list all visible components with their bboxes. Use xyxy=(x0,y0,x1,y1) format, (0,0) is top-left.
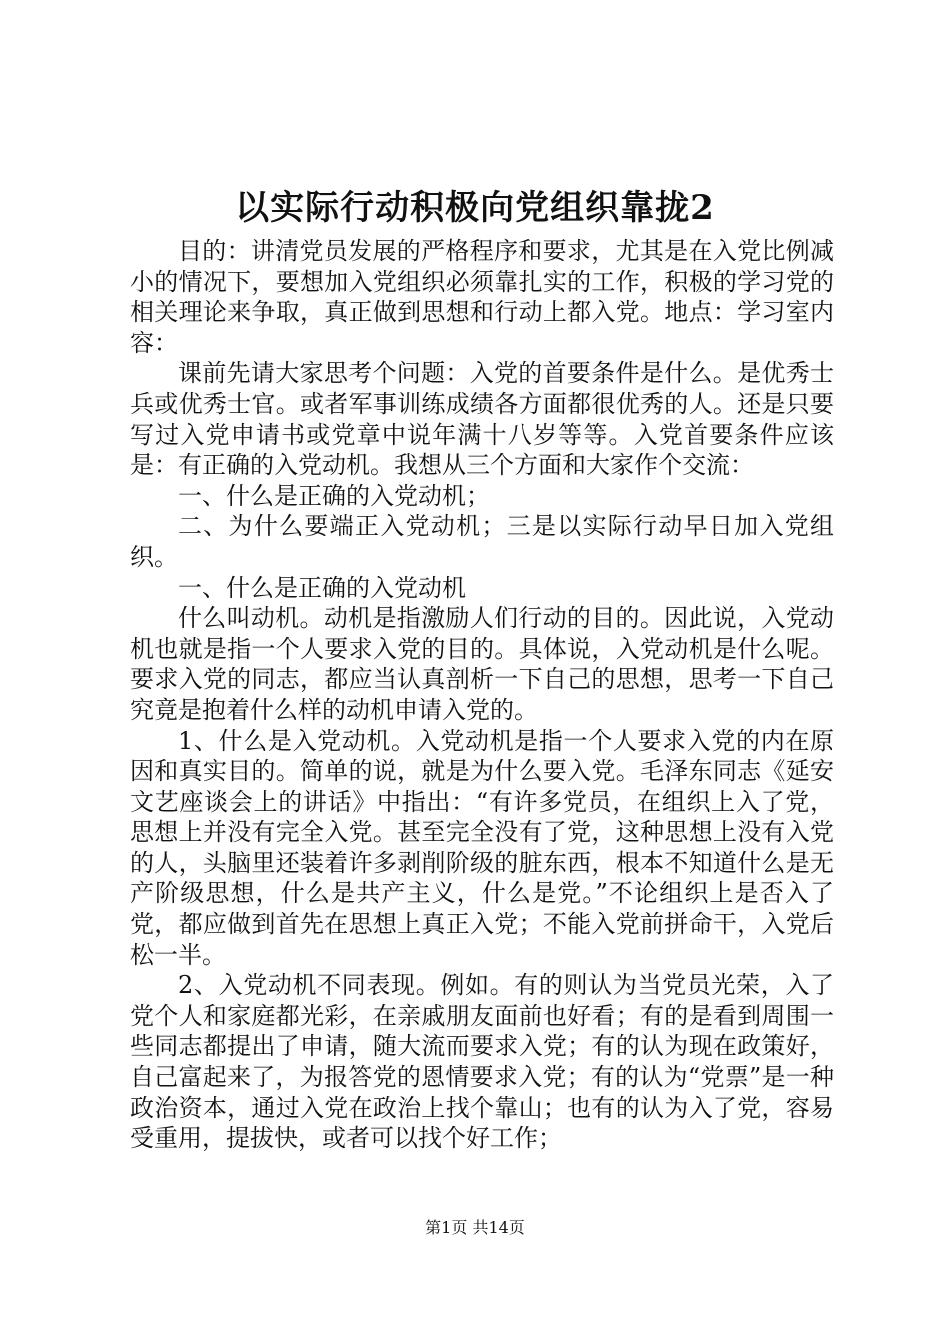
paragraph: 一、什么是正确的入党动机； xyxy=(178,481,490,510)
paragraph: 目的：讲清党员发展的严格程序和要求，尤其是在入党比例减小的情况下，要想加入党组织必须靠扎实的工作，积极的学习党的相关理论来争取，真正做到思想和行动上都入党。地点：学习室内容： xyxy=(130,237,834,357)
paragraph: 2、入党动机不同表现。例如。有的则认为当党员光荣，入了党个人和家庭都光彩，在亲戚朋友面前也好看；有的是看到周围一些同志都提出了申请，随大流而要求入党；有的认为现在政策好，自己富起来了，为报答党的恩情要求入党；有的认为“党票”是一种政治资本，通过入党在政治上找个靠山；也有的认为入了党，容易受重用，提拔快，或者可以找个好工作； xyxy=(130,971,834,1153)
document-body xyxy=(130,236,834,1154)
paragraph: 一、什么是正确的入党动机 xyxy=(178,573,466,602)
paragraph: 1、什么是入党动机。入党动机是指一个人要求入党的内在原因和真实目的。简单的说，就是为什么要入党。毛泽东同志《延安文艺座谈会上的讲话》中指出：“有许多党员，在组织上入了党，思想上并没有完全入党。甚至完全没有了党，这种思想上没有入党的人，头脑里还装着许多剥削阶级的脏东西，根本不知道什么是无产阶级思想，什么是共产主义，什么是党。”不论组织上是否入了党，都应做到首先在思想上真正入党；不能入党前拼命干，入党后松一半。 xyxy=(130,726,834,969)
paragraph: 什么叫动机。动机是指激励人们行动的目的。因此说，入党动机也就是指一个人要求入党的目的。具体说，入党动机是什么呢。要求入党的同志，都应当认真剖析一下自己的思想，思考一下自己究竟是抱着什么样的动机申请入党的。 xyxy=(130,604,834,724)
document-title: 以实际行动积极向党组织靠拢2 xyxy=(235,188,715,228)
paragraph: 二、为什么要端正入党动机；三是以实际行动早日加入党组织。 xyxy=(130,512,834,571)
paragraph: 课前先请大家思考个问题：入党的首要条件是什么。是优秀士兵或优秀士官。或者军事训练成绩各方面都很优秀的人。还是只要写过入党申请书或党章中说年满十八岁等等。入党首要条件应该是：有正确的入党动机。我想从三个方面和大家作个交流： xyxy=(130,359,834,480)
page-number-footer: 第1页 共14页 xyxy=(425,1218,525,1237)
